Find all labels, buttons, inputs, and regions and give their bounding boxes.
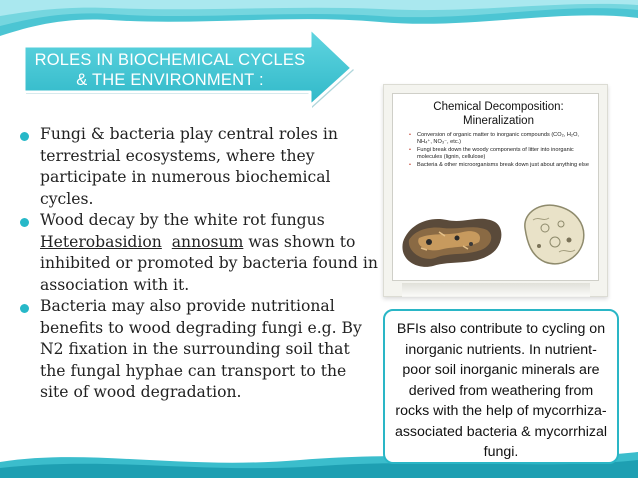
bullet-text: Fungi & bacteria play central roles in terrestrial ecosystems, where they participate in numerous biochemical cycles. (40, 125, 338, 208)
fungi-micrograph-photo (515, 198, 591, 270)
figure-bullet: • Conversion of organic matter to inorganic compounds (CO₂, H₂O, NH₄⁺, NO₃⁻, etc.) (409, 132, 594, 146)
figure-reflection (402, 283, 590, 297)
genus-name: Heterobasidion (40, 232, 162, 251)
bullet-text: Bacteria may also provide nutritional benefits to wood degrading fungi e.g. By N2 fixation in the surrounding soil that the fungal hyphae can transport to the site of wood degradation. (40, 297, 362, 401)
figure-bullet: • Bacteria & other microorganisms break down just about anything else (409, 162, 594, 169)
bullet-item (18, 296, 378, 404)
bullet-list (18, 124, 378, 404)
title-line-2: & THE ENVIRONMENT : (76, 71, 264, 89)
figure-bullet-list (409, 132, 594, 170)
figure-frame (392, 93, 599, 281)
title-line-1: ROLES IN BIOCHEMICAL CYCLES (34, 51, 306, 69)
figure-title (411, 100, 586, 128)
bullet-text-pre: Wood decay by the white rot fungus (40, 211, 325, 229)
decomposition-figure (383, 84, 608, 297)
figure-title-line-1: Chemical Decomposition: (433, 101, 564, 113)
slide-title (22, 50, 318, 90)
figure-bullet: • Fungi break down the woody components of litter into inorganic molecules (lignin, cellulose) (409, 147, 594, 161)
bullet-text-post: was shown to inhibited or promoted by bacteria found in association with it. (40, 232, 378, 294)
wood-decay-photo (399, 202, 507, 274)
bullet-item (18, 124, 378, 210)
callout-text: BFIs also contribute to cycling on inorganic nutrients. In nutrient-poor soil inorganic minerals are derived from weathering from rocks with the help of mycorrhiza-associated bacteria & mycorrhizal fungi. (394, 321, 608, 460)
callout-box (383, 309, 619, 464)
species-name: annosum (171, 232, 244, 251)
figure-title-line-2: Mineralization (463, 115, 534, 127)
bullet-item (18, 210, 378, 296)
